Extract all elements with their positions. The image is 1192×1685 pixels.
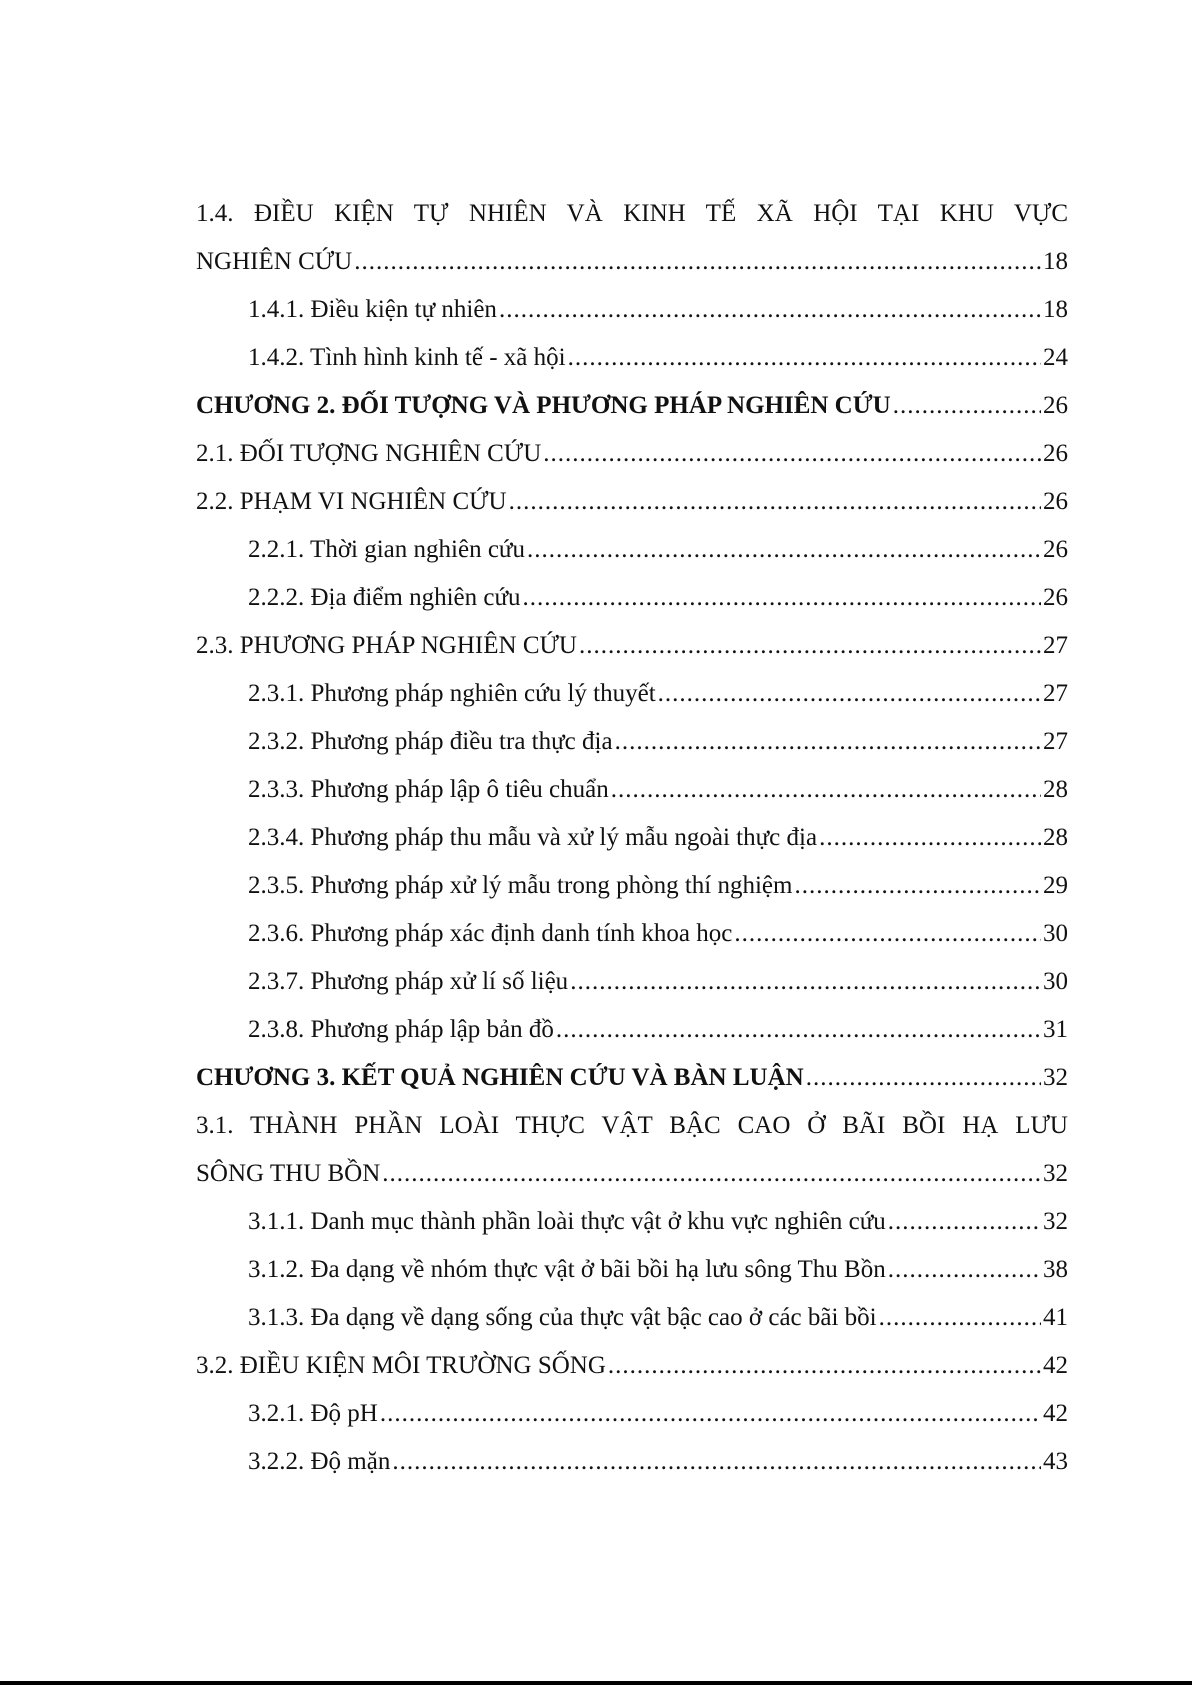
toc-page-number: 28: [1043, 776, 1068, 803]
toc-page-number: 32: [1043, 1160, 1068, 1187]
toc-entry-2-3[interactable]: [196, 622, 1068, 670]
leader-dots: [543, 430, 1041, 478]
toc-entry-2-2[interactable]: [196, 478, 1068, 526]
toc-page-number: 41: [1043, 1304, 1068, 1331]
toc-entry-2-3-8[interactable]: [196, 1006, 1068, 1054]
toc-entry-label: 3.2.1. Độ pH: [248, 1400, 378, 1427]
toc-entry-label: 2.1. ĐỐI TƯỢNG NGHIÊN CỨU: [196, 440, 542, 467]
toc-heading-1-4-line1[interactable]: 1.4. ĐIỀU KIỆN TỰ NHIÊN VÀ KINH TẾ XÃ HỘI TẠI KHU VỰC: [196, 200, 1068, 227]
toc-entry-label: SÔNG THU BỒN: [196, 1160, 381, 1187]
toc-entry-label: 2.3.3. Phương pháp lập ô tiêu chuẩn: [248, 776, 609, 803]
toc-entry-label: 2.3.5. Phương pháp xử lý mẫu trong phòng thí nghiệm: [248, 872, 793, 899]
toc-page-number: 30: [1043, 968, 1068, 995]
toc-entry-label: 2.3.6. Phương pháp xác định danh tính khoa học: [248, 920, 733, 947]
leader-dots: [579, 622, 1041, 670]
toc-heading-3-1-line1[interactable]: 3.1. THÀNH PHẦN LOÀI THỰC VẬT BẬC CAO Ở BÃI BỒI HẠ LƯU: [196, 1112, 1068, 1139]
toc-heading-3-1-line2[interactable]: [196, 1150, 1068, 1198]
toc-entry-1-4-1[interactable]: [196, 286, 1068, 334]
toc-entry-3-1-1[interactable]: [196, 1198, 1068, 1246]
toc-entry-label: 2.3.4. Phương pháp thu mẫu và xử lý mẫu ngoài thực địa: [248, 824, 818, 851]
toc-entry-label: 2.2.1. Thời gian nghiên cứu: [248, 536, 525, 563]
toc-chapter-3[interactable]: [196, 1054, 1068, 1102]
toc-heading-1-4-line2[interactable]: [196, 238, 1068, 286]
toc-entry-2-2-2[interactable]: [196, 574, 1068, 622]
toc-page-number: 27: [1043, 680, 1068, 707]
toc-entry-2-3-3[interactable]: [196, 766, 1068, 814]
leader-dots: [658, 670, 1041, 718]
page-bottom-edge: [0, 1681, 1192, 1685]
table-of-contents: [196, 190, 1068, 1486]
toc-page-number: 27: [1043, 632, 1068, 659]
leader-dots: [392, 1438, 1041, 1486]
toc-page-number: 26: [1043, 536, 1068, 563]
toc-page-number: 27: [1043, 728, 1068, 755]
toc-entry-label: 2.2.2. Địa điểm nghiên cứu: [248, 584, 521, 611]
toc-page-number: 18: [1043, 296, 1068, 323]
toc-page-number: 26: [1043, 440, 1068, 467]
toc-entry-label: 3.1.3. Đa dạng về dạng sống của thực vật bậc cao ở các bãi bồi: [248, 1304, 877, 1331]
leader-dots: [509, 478, 1041, 526]
toc-entry-3-2[interactable]: [196, 1342, 1068, 1390]
toc-entry-3-2-2[interactable]: [196, 1438, 1068, 1486]
leader-dots: [568, 334, 1041, 382]
toc-page-number: 42: [1043, 1400, 1068, 1427]
toc-entry-3-2-1[interactable]: [196, 1390, 1068, 1438]
toc-entry-2-3-4[interactable]: [196, 814, 1068, 862]
toc-entry-label: 1.4.2. Tình hình kinh tế - xã hội: [248, 344, 566, 371]
toc-entry-label: NGHIÊN CỨU: [196, 248, 353, 275]
leader-dots: [382, 1150, 1041, 1198]
leader-dots: [354, 238, 1041, 286]
leader-dots: [888, 1198, 1041, 1246]
toc-entry-label: CHƯƠNG 2. ĐỐI TƯỢNG VÀ PHƯƠNG PHÁP NGHIÊN CỨU: [196, 392, 891, 419]
toc-page-number: 31: [1043, 1016, 1068, 1043]
toc-entry-2-3-1[interactable]: [196, 670, 1068, 718]
toc-entry-label: 3.1.1. Danh mục thành phần loài thực vật ở khu vực nghiên cứu: [248, 1208, 886, 1235]
leader-dots: [734, 910, 1041, 958]
leader-dots: [893, 382, 1041, 430]
toc-entry-2-3-5[interactable]: [196, 862, 1068, 910]
toc-entry-2-2-1[interactable]: [196, 526, 1068, 574]
toc-entry-label: 3.2.2. Độ mặn: [248, 1448, 391, 1475]
leader-dots: [608, 1342, 1041, 1390]
toc-entry-label: 3.2. ĐIỀU KIỆN MÔI TRƯỜNG SỐNG: [196, 1352, 606, 1379]
toc-entry-label: 2.3.1. Phương pháp nghiên cứu lý thuyết: [248, 680, 656, 707]
toc-page-number: 32: [1043, 1208, 1068, 1235]
toc-entry-2-3-2[interactable]: [196, 718, 1068, 766]
toc-entry-label: 2.3. PHƯƠNG PHÁP NGHIÊN CỨU: [196, 632, 577, 659]
toc-entry-2-1[interactable]: [196, 430, 1068, 478]
toc-page-number: 26: [1043, 392, 1068, 419]
toc-page-number: 43: [1043, 1448, 1068, 1475]
toc-entry-2-3-7[interactable]: [196, 958, 1068, 1006]
toc-entry-1-4-2[interactable]: [196, 334, 1068, 382]
leader-dots: [611, 766, 1041, 814]
leader-dots: [888, 1246, 1041, 1294]
leader-dots: [527, 526, 1041, 574]
toc-entry-3-1-3[interactable]: [196, 1294, 1068, 1342]
toc-page-number: 42: [1043, 1352, 1068, 1379]
toc-entry-label: 2.2. PHẠM VI NGHIÊN CỨU: [196, 488, 507, 515]
toc-page-number: 24: [1043, 344, 1068, 371]
leader-dots: [615, 718, 1041, 766]
toc-entry-3-1-2[interactable]: [196, 1246, 1068, 1294]
leader-dots: [570, 958, 1041, 1006]
toc-page-number: 28: [1043, 824, 1068, 851]
toc-entry-label: 3.1.2. Đa dạng về nhóm thực vật ở bãi bồi hạ lưu sông Thu Bồn: [248, 1256, 886, 1283]
leader-dots: [523, 574, 1041, 622]
toc-page-number: 29: [1043, 872, 1068, 899]
toc-entry-2-3-6[interactable]: [196, 910, 1068, 958]
toc-entry-label: CHƯƠNG 3. KẾT QUẢ NGHIÊN CỨU VÀ BÀN LUẬN: [196, 1064, 804, 1091]
leader-dots: [806, 1054, 1041, 1102]
toc-page-number: 30: [1043, 920, 1068, 947]
toc-page-number: 26: [1043, 488, 1068, 515]
leader-dots: [499, 286, 1041, 334]
toc-page-number: 18: [1043, 248, 1068, 275]
toc-entry-label: 1.4.1. Điều kiện tự nhiên: [248, 296, 497, 323]
toc-entry-label: 2.3.2. Phương pháp điều tra thực địa: [248, 728, 613, 755]
toc-entry-label: 2.3.8. Phương pháp lập bản đồ: [248, 1016, 554, 1043]
toc-chapter-2[interactable]: [196, 382, 1068, 430]
leader-dots: [819, 814, 1041, 862]
leader-dots: [879, 1294, 1041, 1342]
toc-page-number: 38: [1043, 1256, 1068, 1283]
toc-entry-label: 2.3.7. Phương pháp xử lí số liệu: [248, 968, 569, 995]
leader-dots: [380, 1390, 1041, 1438]
toc-page-number: 26: [1043, 584, 1068, 611]
leader-dots: [556, 1006, 1041, 1054]
toc-page-number: 32: [1043, 1064, 1068, 1091]
leader-dots: [794, 862, 1041, 910]
